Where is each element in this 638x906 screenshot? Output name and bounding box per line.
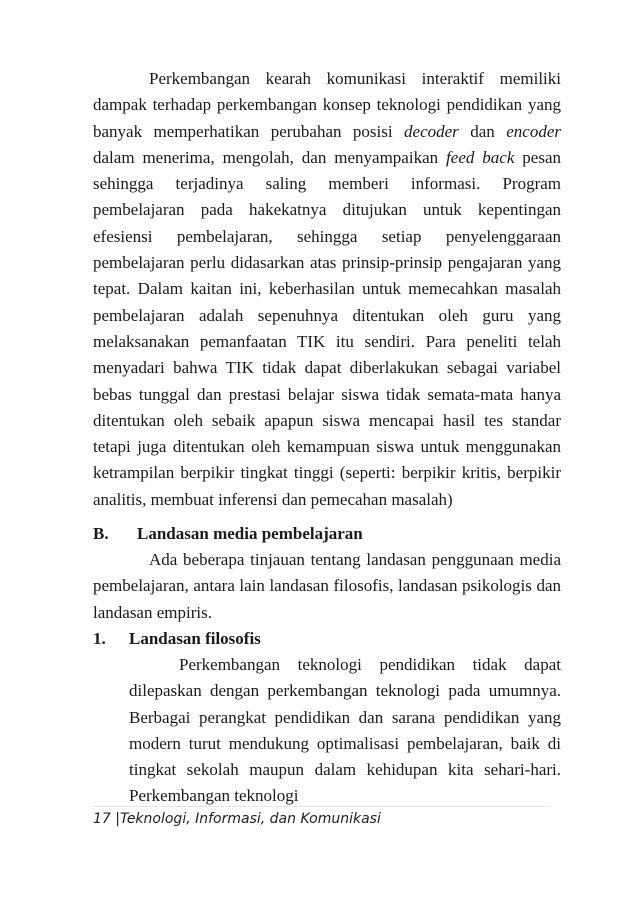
section-b-heading [93,521,561,547]
page-number: 17 [93,811,111,827]
section-b-text: Ada beberapa tinjauan tentang landasan penggunaan media pembelajaran, antara lain landasan filosofis, landasan psikologis dan landasan empiris. [93,550,561,622]
section-b-title: Landasan media pembelajaran [137,524,363,544]
subsection-1-title: Landasan filosofis [129,628,261,648]
subsection-1-heading [93,626,561,652]
subsection-1-body [129,652,561,810]
page-footer [93,806,551,827]
subsection-1-number: 1. [93,628,106,648]
section-b-number: B. [93,524,109,544]
footer-separator: | [115,811,120,827]
paragraph-1: Perkembangan kearah komunikasi interaktif memiliki dampak terhadap perkembangan konsep teknologi pendidikan yang banyak memperhatikan perubahan posisi decoder dan encoder dalam menerima, mengolah, dan menyampaikan feed back pesan sehingga terjadinya saling memberi informasi. Program pembelajaran pada hakekatnya ditujukan untuk kepentingan efesiensi pembelajaran, sehingga setiap penyelenggaraan pembelajaran perlu didasarkan atas prinsip-prinsip pengajaran yang tepat. Dalam kaitan ini, keberhasilan untuk memecahkan masalah pembelajaran adalah sepenuhnya ditentukan oleh guru yang melaksanakan pemanfaatan TIK itu sendiri. Para peneliti telah menyadari bahwa TIK tidak dapat diberlakukan sebagai variabel bebas tunggal dan prestasi belajar siswa tidak semata-mata hanya ditentukan oleh sebaik apapun siswa mencapai hasil tes standar tetapi juga ditentukan oleh kemampuan siswa untuk menggunakan ketrampilan berpikir tingkat tinggi (seperti: berpikir kritis, berpikir analitis, membuat inferensi dan pemecahan masalah) [93,69,562,509]
book-title: Teknologi, Informasi, dan Komunikasi [120,811,381,827]
subsection-1-text: Perkembangan teknologi pendidikan tidak dapat dilepaskan dengan perkembangan teknologi pada umumnya. Berbagai perangkat pendidikan dan sarana pendidikan yang modern turut mendukung optimalisasi pembelajaran, baik di tingkat sekolah maupun dalam kehidupan kita sehari-hari. Perkembangan teknologi [129,654,561,806]
page-body [93,66,561,810]
